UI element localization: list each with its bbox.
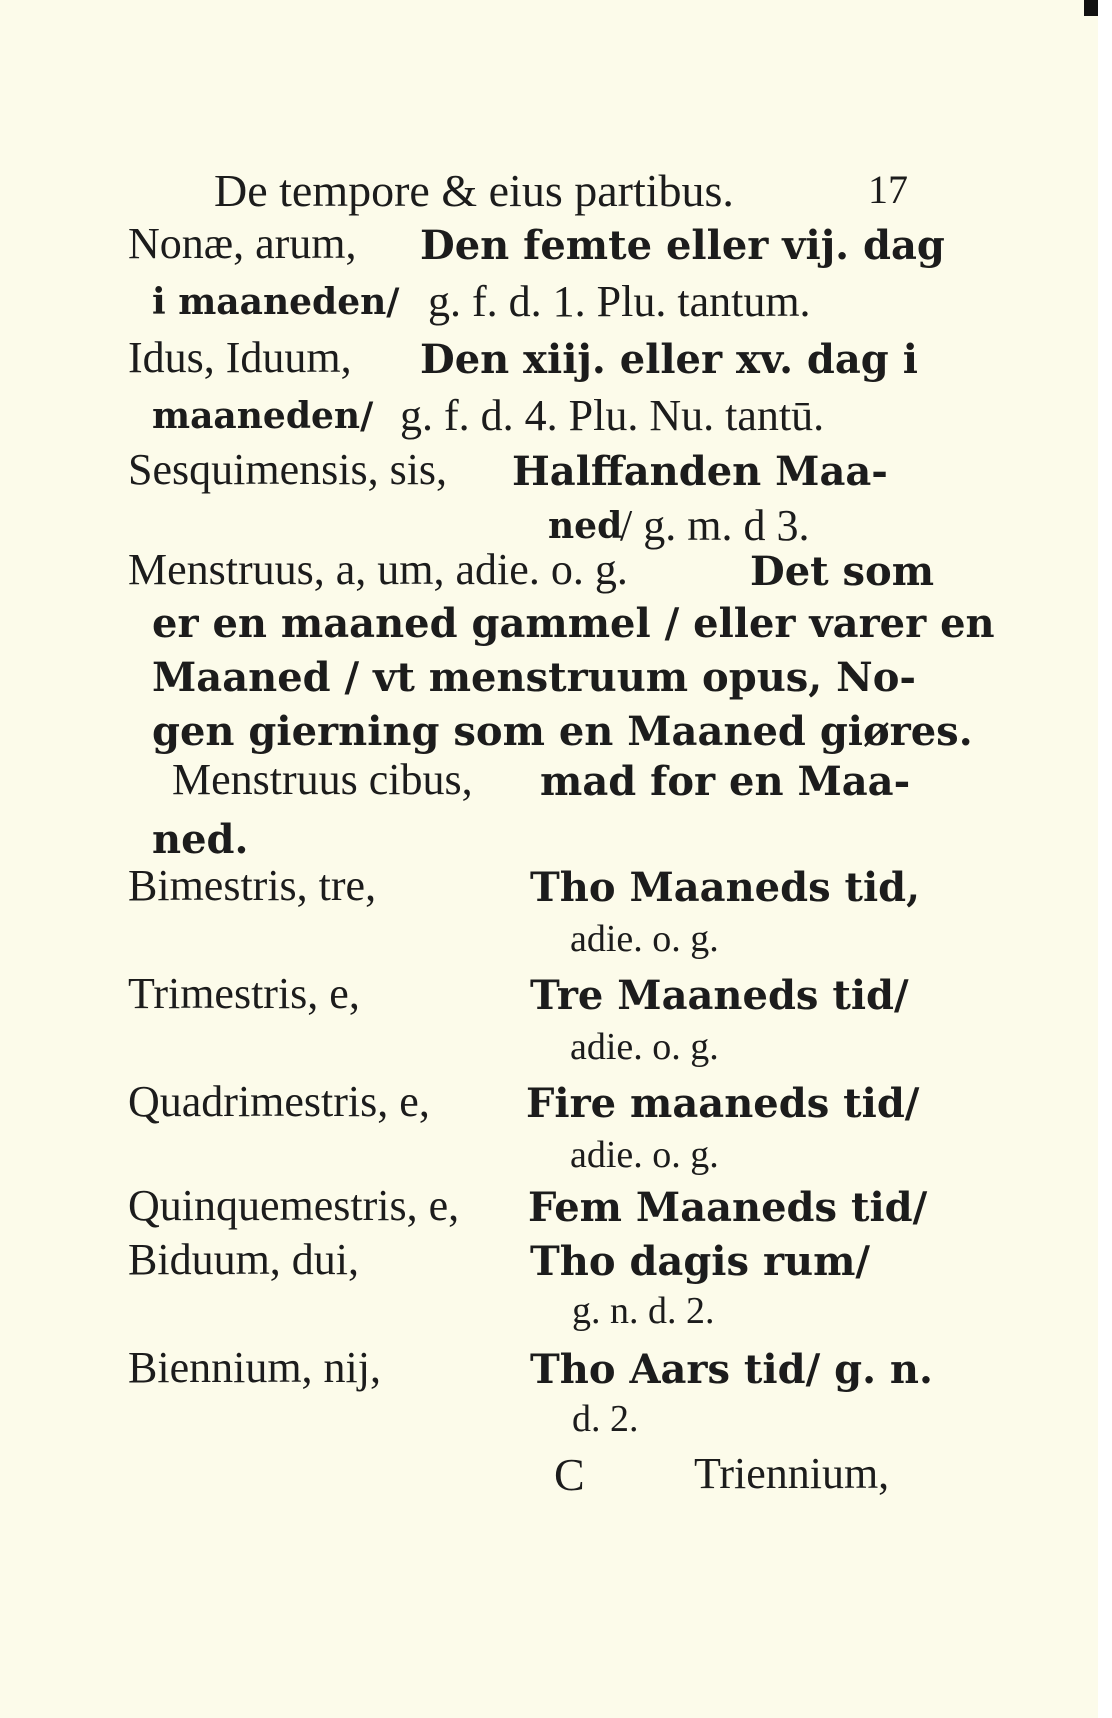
entry-danish: Tho Maaneds tid, — [530, 864, 921, 911]
entry-latin: Nonæ, arum, — [128, 219, 357, 268]
entry-danish: Tho dagis rum/ — [530, 1238, 871, 1285]
entry-continuation: ned — [548, 505, 623, 547]
entry-danish: Fire maaneds tid/ — [526, 1080, 920, 1127]
entry-latin: Trimestris, e, — [128, 969, 360, 1018]
entry-continuation: maaneden/ — [152, 395, 374, 437]
entry-latin: Quadrimestris, e, — [128, 1077, 430, 1126]
entry-latin: Menstruus, a, um, adie. o. g. — [128, 545, 628, 594]
entry-example: Menstruus cibus, — [172, 755, 473, 804]
entry-grammar: g. f. d. 4. Plu. Nu. tantū. — [400, 391, 825, 440]
entry-danish: Den femte eller vij. dag — [420, 222, 945, 269]
entry-danish: Halffanden Maa- — [512, 448, 888, 495]
entry-grammar: g. f. d. 1. Plu. tantum. — [428, 277, 811, 326]
entry-continuation: ned. — [152, 816, 249, 863]
page-number: 17 — [868, 167, 908, 212]
entry-continuation: er en maaned gammel / eller varer en — [152, 600, 995, 647]
catchword: Triennium, — [694, 1449, 890, 1498]
entry-grammar: g. n. d. 2. — [572, 1290, 715, 1332]
entry-danish: Det som — [750, 548, 935, 595]
entry-continuation: gen gierning som en Maaned giøres. — [152, 708, 973, 755]
entry-grammar: d. 2. — [572, 1398, 639, 1440]
entry-grammar: adie. o. g. — [570, 918, 719, 960]
entry-grammar: / g. m. d 3. — [620, 501, 810, 550]
entry-danish: Fem Maaneds tid/ — [528, 1184, 928, 1231]
entry-latin: Sesquimensis, sis, — [128, 445, 448, 494]
entry-danish: Tho Aars tid/ g. n. — [530, 1346, 933, 1393]
scan-edge-mark — [1084, 0, 1098, 16]
entry-latin: Bimestris, tre, — [128, 861, 377, 910]
entry-continuation: i maaneden/ — [152, 281, 400, 323]
entry-continuation: Maaned / vt menstruum opus, No- — [152, 654, 917, 701]
entry-danish: Den xiij. eller xv. dag i — [420, 336, 918, 383]
entry-latin: Quinquemestris, e, — [128, 1181, 460, 1230]
signature-mark: C — [554, 1449, 585, 1500]
running-title: De tempore & eius partibus. — [214, 165, 734, 216]
entry-latin: Idus, Iduum, — [128, 333, 352, 382]
entry-grammar: adie. o. g. — [570, 1026, 719, 1068]
entry-continuation: mad for en Maa- — [540, 758, 911, 805]
entry-latin: Biduum, dui, — [128, 1235, 360, 1284]
entry-danish: Tre Maaneds tid/ — [530, 972, 909, 1019]
entry-latin: Biennium, nij, — [128, 1343, 381, 1392]
entry-grammar: adie. o. g. — [570, 1134, 719, 1176]
